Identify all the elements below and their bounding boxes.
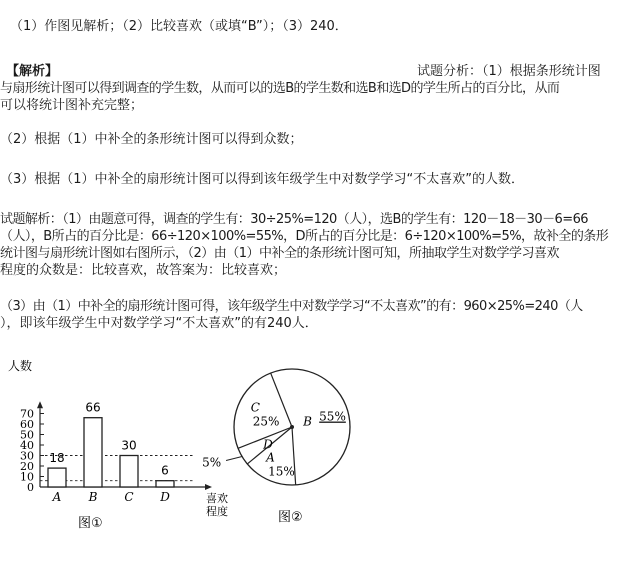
x-axis-label-part: 程度 (206, 505, 228, 518)
bar-chart (0, 355, 240, 540)
solution-line-2: （人），B所占的百分比是：66÷120×100%=55%，D所占的百分比是：6÷120×100%=5%，故补全的条形 (0, 229, 609, 244)
pie-center (290, 425, 294, 429)
bar-value-label: 30 (121, 438, 137, 453)
y-axis-label: 人数 (8, 359, 33, 373)
bar (120, 456, 138, 488)
pie-slice-value: 55% (319, 409, 346, 424)
answer-line: （1）作图见解析；（2）比较喜欢（或填“B”）；（3）240． (10, 19, 348, 34)
solution-line-6: ），即该年级学生中对数学学习“不太喜欢”的有240人． (0, 316, 318, 331)
x-axis-arrow (205, 484, 212, 490)
pie-slice-label: B (303, 414, 313, 429)
chart-1-caption: 图① (78, 516, 103, 531)
category-label: A (52, 490, 62, 504)
analysis-line-2: 可以将统计图补充完整； (0, 98, 144, 113)
bar-value-label: 66 (85, 400, 101, 415)
category-label: C (124, 490, 134, 504)
bar (48, 468, 66, 487)
bar (156, 481, 174, 487)
analysis-point-3: （3）根据（1）中补全的扇形统计图可以得到该年级学生中对数学学习“不太喜欢”的人数． (0, 172, 525, 187)
y-tick-label: 60 (20, 418, 34, 431)
y-tick-label: 50 (20, 428, 34, 442)
pie-slice-label: A (266, 450, 275, 465)
y-axis-arrow (37, 401, 43, 408)
solution-line-3: 统计图与扇形统计图如右图所示，（2）由（1）中补全的条形统计图可知，所抽取学生对数学学习喜欢 (0, 246, 560, 261)
solution-line-4: 程度的众数是：比较喜欢，故答案为：比较喜欢； (0, 263, 287, 278)
bar (84, 418, 102, 487)
analysis-intro: 试题分析：（1）根据条形统计图 (417, 64, 601, 79)
category-label: B (88, 490, 98, 504)
analysis-line-1: 与扇形统计图可以得到调查的学生数，从而可以的选B的学生数和选B和选D的学生所占的百分比，从而 (0, 81, 560, 96)
pie-callout-line (226, 457, 242, 461)
solution-line-1: 试题解析：（1）由题意可得，调查的学生有：30÷25%=120（人），选B的学生有：120－18－30－6=66 (0, 212, 589, 227)
y-tick-label: 0 (27, 481, 34, 494)
chart-2-caption: 图② (278, 510, 303, 525)
pie-slice-value: 5% (202, 455, 222, 470)
pie-slice-label: D (263, 437, 273, 452)
y-tick-label: 10 (20, 470, 34, 484)
y-tick-label: 70 (20, 407, 34, 421)
x-axis-label-part: 喜欢 (206, 492, 228, 505)
bar-value-label: 18 (49, 451, 65, 466)
pie-slice-value: 25% (252, 414, 280, 429)
solution-line-5: （3）由（1）中补全的扇形统计图可得，该年级学生中对数学学习“不太喜欢”的有：960×25%=240（人 (0, 299, 583, 314)
analysis-tag: 【解析】 (6, 64, 59, 79)
bar-value-label: 6 (161, 463, 169, 478)
y-tick-label: 20 (20, 460, 34, 473)
pie-slice-label: C (250, 400, 260, 415)
y-tick-label: 40 (20, 439, 34, 452)
pie-slice-value: 15% (268, 464, 295, 479)
category-label: D (160, 490, 170, 504)
y-tick-label: 30 (20, 449, 34, 463)
analysis-point-2: （2）根据（1）中补全的条形统计图可以得到众数； (0, 132, 303, 147)
